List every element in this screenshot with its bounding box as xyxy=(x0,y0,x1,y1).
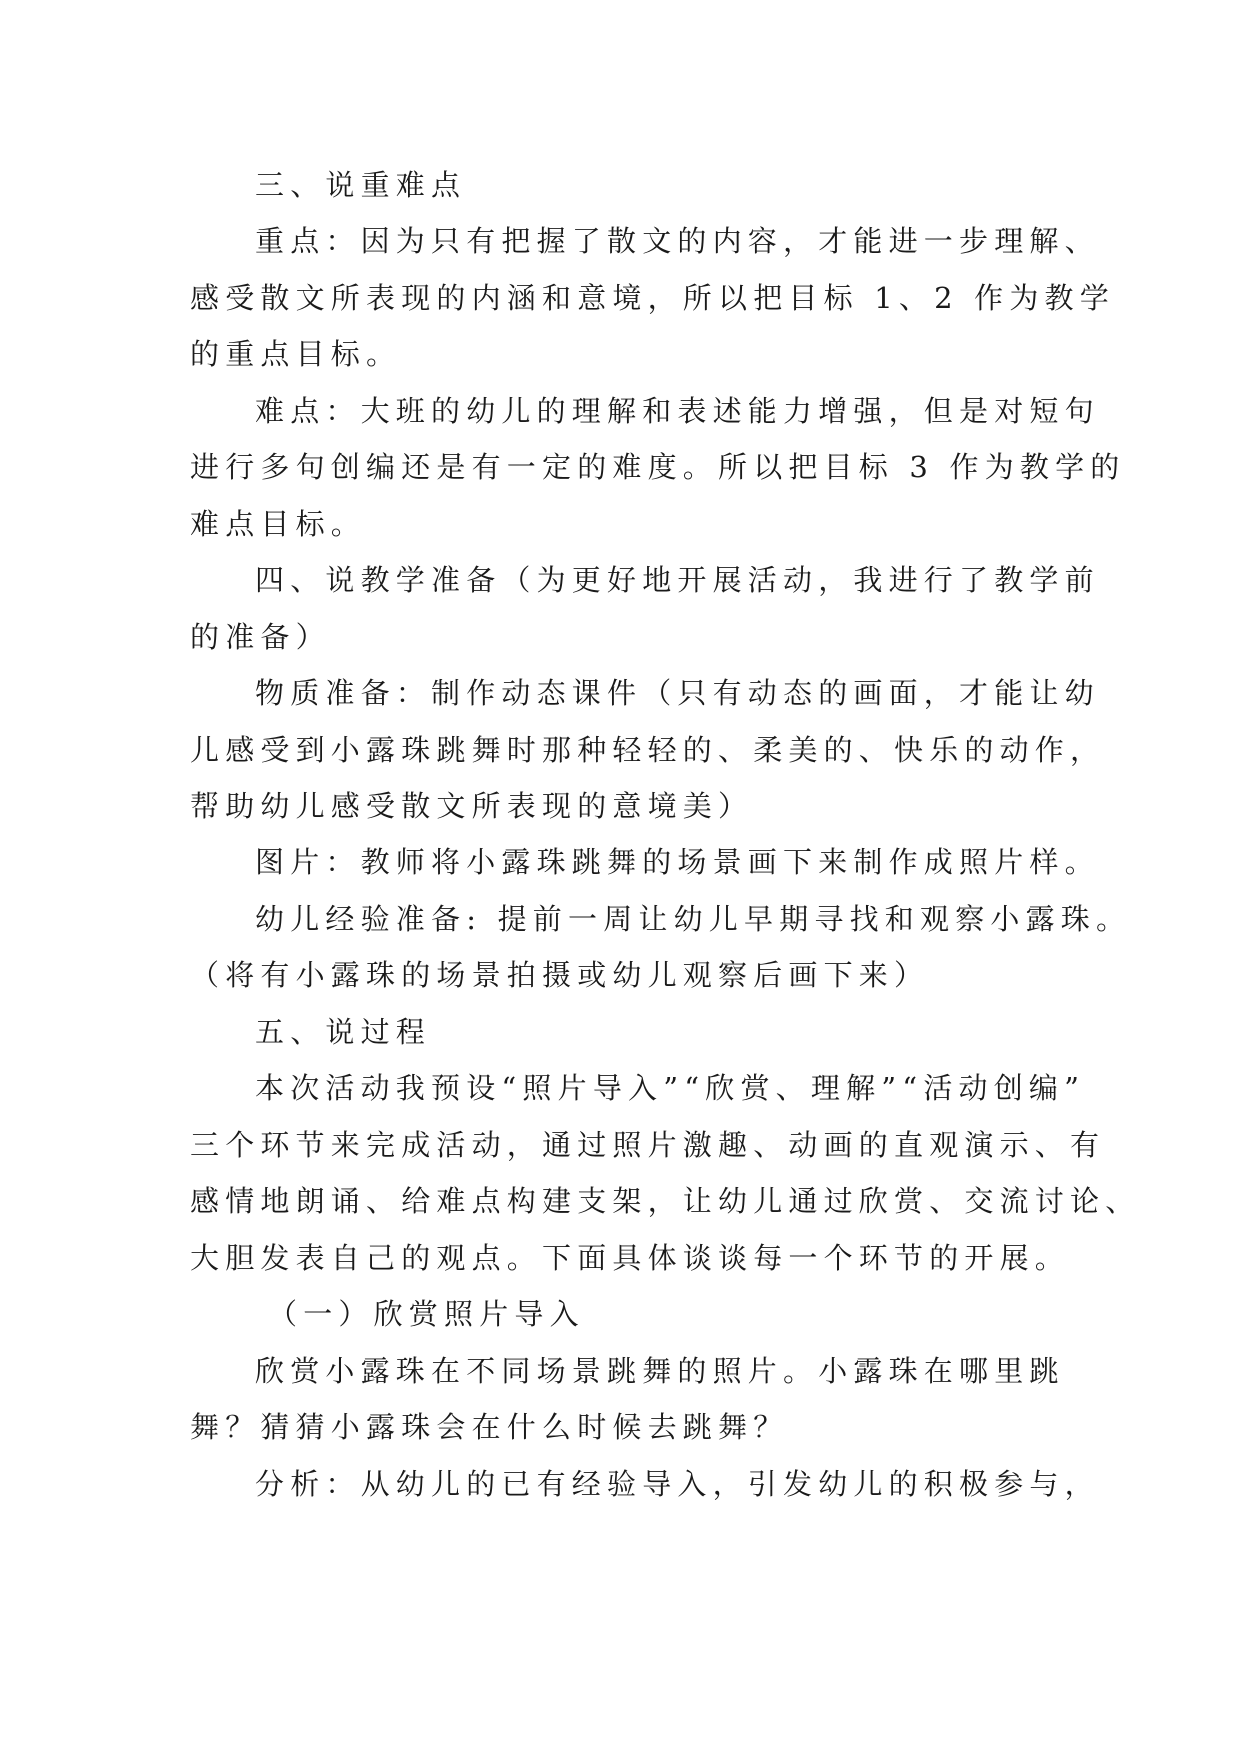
paragraph-line: 大胆发表自己的观点。下面具体谈谈每一个环节的开展。 xyxy=(190,1241,1071,1275)
paragraph-line: 舞？猜猜小露珠会在什么时候去跳舞？ xyxy=(190,1410,789,1444)
paragraph-line: 欣赏小露珠在不同场景跳舞的照片。小露珠在哪里跳 xyxy=(255,1354,1065,1388)
paragraph-line: 本次活动我预设“照片导入”“欣赏、理解”“活动创编” xyxy=(255,1071,1086,1105)
paragraph-line: 难点目标。 xyxy=(190,507,367,541)
paragraph-line: 难点：大班的幼儿的理解和表述能力增强，但是对短句 xyxy=(255,394,1100,428)
paragraph-line: 进行多句创编还是有一定的难度。所以把目标 3 作为教学的 xyxy=(190,450,1126,484)
heading-teaching-preparation: 四、说教学准备（为更好地开展活动，我进行了教学前 xyxy=(255,563,1100,597)
heading-process: 五、说过程 xyxy=(255,1015,432,1049)
paragraph-line: 物质准备：制作动态课件（只有动态的画面，才能让幼 xyxy=(255,676,1100,710)
paragraph-line: 幼儿经验准备: 提前一周让幼儿早期寻找和观察小露珠。 xyxy=(255,902,1132,936)
paragraph-line: （将有小露珠的场景拍摄或幼儿观察后画下来） xyxy=(190,958,930,992)
paragraph-line: 感情地朗诵、给难点构建支架，让幼儿通过欣赏、交流讨论、 xyxy=(190,1184,1141,1218)
paragraph-line: 重点：因为只有把握了散文的内容，才能进一步理解、 xyxy=(255,224,1100,258)
paragraph-line: 的准备） xyxy=(190,620,331,654)
paragraph-line: 感受散文所表现的内涵和意境，所以把目标 1、2 作为教学 xyxy=(190,281,1115,315)
paragraph-line: 图片：教师将小露珠跳舞的场景画下来制作成照片样。 xyxy=(255,845,1100,879)
paragraph-line: 三个环节来完成活动，通过照片激趣、动画的直观演示、有 xyxy=(190,1128,1106,1162)
paragraph-line: 的重点目标。 xyxy=(190,337,402,371)
paragraph-line: 儿感受到小露珠跳舞时那种轻轻的、柔美的、快乐的动作， xyxy=(190,733,1106,767)
heading-key-difficult-points: 三、说重难点 xyxy=(255,168,467,202)
subheading-photo-introduction: （一）欣赏照片导入 xyxy=(268,1297,585,1331)
paragraph-line: 分析：从幼儿的已有经验导入，引发幼儿的积极参与， xyxy=(255,1467,1100,1501)
paragraph-line: 帮助幼儿感受散文所表现的意境美） xyxy=(190,789,754,823)
